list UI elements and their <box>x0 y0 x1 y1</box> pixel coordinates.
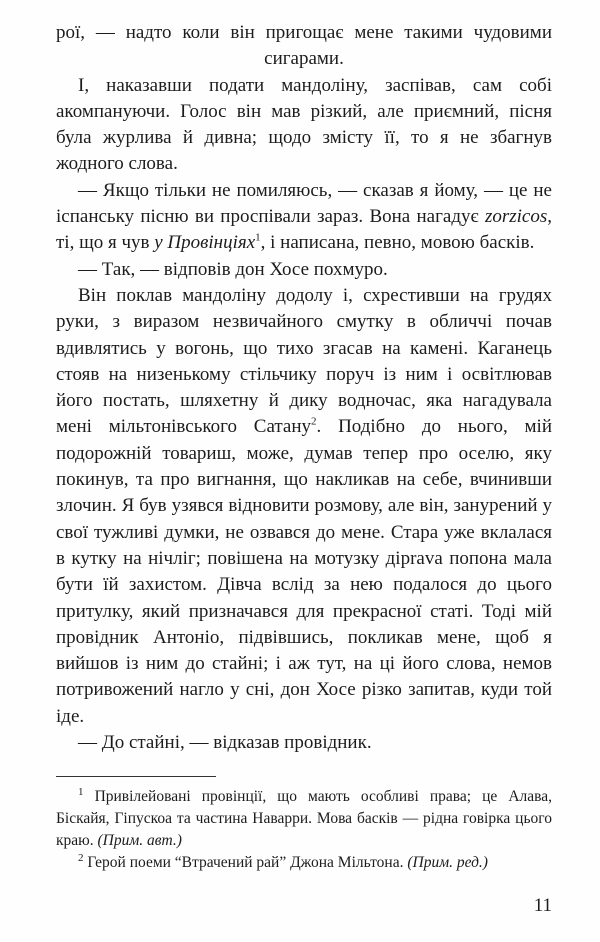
paragraph-4: — Так, — відповів дон Хосе похмуро. <box>78 258 388 280</box>
footnote-2 <box>56 852 552 874</box>
place-provinces: у Провінціях <box>154 232 256 254</box>
paragraph-3 <box>56 178 552 257</box>
footnote-mark-1: 1 <box>78 785 84 798</box>
footnote-ref-1[interactable]: 1 <box>255 232 261 245</box>
paragraph-1: рої, — надто коли він пригощає мене такими чудовими сигарами. <box>56 22 552 70</box>
footnote-2-text: Герой поеми “Втрачений рай” Джона Мільтона. <box>87 854 408 871</box>
paragraph-3-tail: , і написана, певно, мовою басків. <box>260 232 535 254</box>
paragraph-3-mid: , ті, що я чув <box>56 206 553 254</box>
footnote-ref-2[interactable]: 2 <box>311 416 317 429</box>
footnote-2-note: (Прим. ред.) <box>407 854 488 871</box>
term-zorzicos: zorzicos <box>484 206 548 228</box>
paragraph-6: — До стайні, — відказав провідник. <box>78 732 372 754</box>
footnotes <box>56 786 552 874</box>
footnote-1 <box>56 786 552 852</box>
paragraph-3-start: — Якщо тільки не помиляюсь, — сказав я йому, — це не іспанську пісню ви проспівали зараз. Вона нагадує <box>56 179 552 228</box>
paragraph-5 <box>56 283 552 730</box>
footnote-1-note: (Прим. авт.) <box>97 832 182 849</box>
footnote-1-text: Привілейовані провінції, що мають особливі права; це Алава, Біскайя, Гіпускоа та частина Наварри. Мова басків — рідна говірка цього краю. <box>56 788 553 849</box>
footnote-divider <box>56 776 216 777</box>
page-number: 11 <box>533 895 552 916</box>
footnote-mark-2: 2 <box>78 851 84 864</box>
paragraph-5-tail: . Подібно до нього, мій подорожній товариш, може, думав тепер про оселю, яку покинув, та про вигнання, що накликав на себе, вчинивши злочин. Я був узявся відновити розмову, але він, занурений у свої тужливі думки, не озвався до мене. Стара уже вклалася в кутку на нічліг; повішена на мотузку діprava попона мала бути їй захистом. Дівча вслід за нею подалося до цього притулку, який призначався для прекрасної статі. Тоді мій провідник Антоніо, підвівшись, покликав мене, щоб я вийшов із ним до стайні; і аж тут, на ці його слова, немов потривожений нагло у сні, дон Хосе різко запитав, куди той іде. <box>56 416 552 727</box>
body-text <box>56 20 552 756</box>
paragraph-2: І, наказавши подати мандоліну, заспівав, сам собі акомпануючи. Голос він мав різкий, але приємний, пісня була журлива й дивна; щодо змісту її, то я не збагнув жодного слова. <box>56 74 552 175</box>
paragraph-5-start: Він поклав мандоліну додолу і, схрестивши на грудях руки, з виразом незвичайного смутку в обличчі почав вдивлятись у вогонь, що тихо згасав на камені. Каганець стояв на низенькому стільчику поруч із ним і освітлював його постать, шляхетну й дику водночас, яка нагадувала мені мільтонівського Сатану <box>56 284 552 438</box>
